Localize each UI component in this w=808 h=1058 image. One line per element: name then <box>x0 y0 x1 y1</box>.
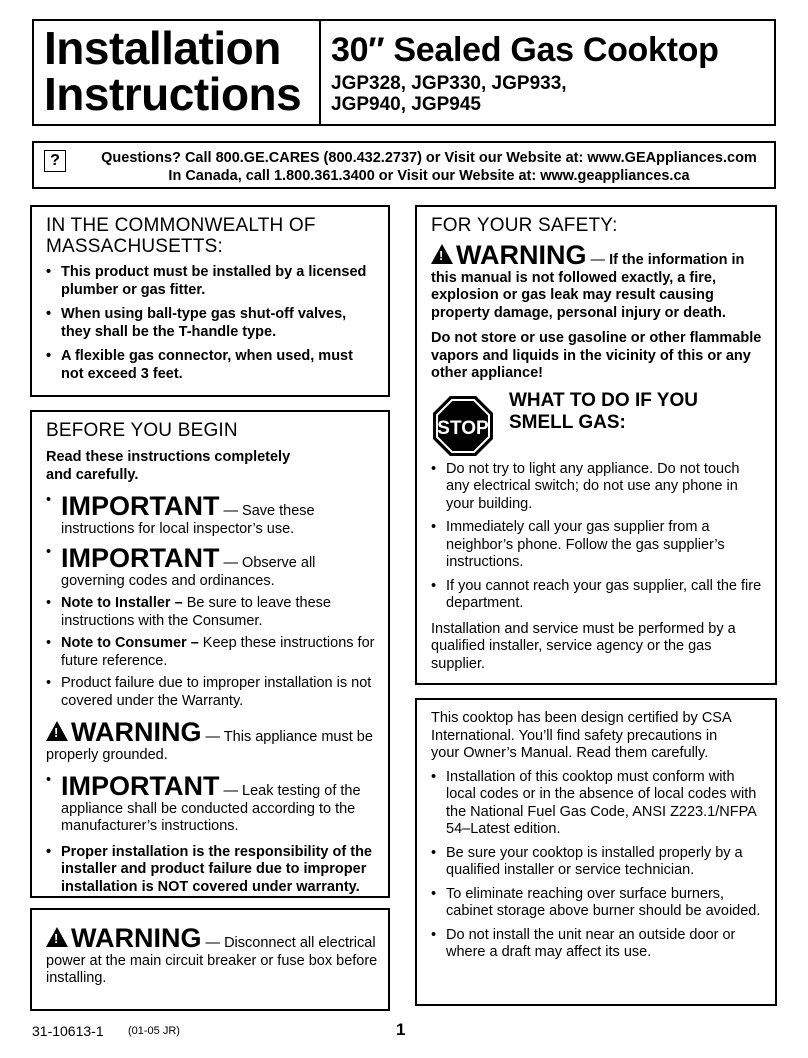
service-text: Installation and service must be performed by a qualified installer, service agency or the gas supplier. <box>431 620 736 672</box>
grounding-warning: !WARNING — This appliance must be properly grounded. <box>46 718 378 764</box>
note-consumer-label: Note to Consumer – <box>61 635 199 651</box>
important-item-1: • IMPORTANT — Save these instructions for local inspector’s use. <box>46 492 378 538</box>
important-item-3: • IMPORTANT — Leak testing of the appliance shall be conducted according to the manufacturer’s instructions. <box>46 772 378 836</box>
list-item: • Do not install the unit near an outside door or where a draft may affect its use. <box>431 927 765 962</box>
stop-sign-icon <box>431 394 495 458</box>
list-item: • Immediately call your gas supplier from a neighbor’s phone. Follow the gas supplier’s instructions. <box>431 519 765 572</box>
csa-box <box>415 698 777 1006</box>
before-you-begin-box <box>30 410 390 898</box>
document-date: (01-05 JR) <box>128 1025 180 1037</box>
before-you-begin-heading: BEFORE YOU BEGIN <box>46 420 238 441</box>
page-number: 1 <box>396 1020 406 1039</box>
question-mark-icon: ? <box>44 150 66 172</box>
warning-label: WARNING <box>71 717 202 747</box>
warning-label: WARNING <box>71 923 202 953</box>
important-label: IMPORTANT <box>61 543 220 573</box>
warranty-item: • Product failure due to improper installation is not covered under the Warranty. <box>46 675 378 710</box>
list-item: • Installation of this cooktop must conform with local codes or in the absence of local codes with the National Fuel Gas Code, ANSI Z223.1/NFPA 54–Latest edition. <box>431 769 765 839</box>
product-block <box>331 21 774 134</box>
contact-line-us: Questions? Call 800.GE.CARES (800.432.2737) or Visit our Website at: www.GEAppliances.com <box>101 150 757 166</box>
storage-warning: Do not store or use gasoline or other flammable vapors and liquids in the vicinity of this or any other appliance! <box>431 330 762 381</box>
contact-box <box>32 141 776 189</box>
important-text: Save these instructions for local inspector’s use. <box>61 503 315 537</box>
list-item: • A flexible gas connector, when used, must not exceed 3 feet. <box>46 348 378 383</box>
before-list <box>46 492 378 710</box>
list-item: • Do not try to light any appliance. Do not touch any electrical switch; do not use any phone in your building. <box>431 461 765 514</box>
smell-gas-heading: WHAT TO DO IF YOU SMELL GAS: <box>509 390 698 433</box>
warning-triangle-icon <box>46 721 68 741</box>
contact-line-canada: In Canada, call 1.800.361.3400 or Visit our Website at: www.geappliances.ca <box>168 168 690 184</box>
csa-intro: This cooktop has been design certified by CSA International. You’ll find safety precautions in your Owner’s Manual. Read them carefully. <box>431 710 731 761</box>
title-line-1: Installation <box>44 22 281 74</box>
list-item: • To eliminate reaching over surface burners, cabinet storage above burner should be avoided. <box>431 886 765 921</box>
important-label: IMPORTANT <box>61 771 220 801</box>
important-item-2: • IMPORTANT — Observe all governing codes and ordinances. <box>46 544 378 590</box>
important-label: IMPORTANT <box>61 491 220 521</box>
contact-text <box>94 149 764 185</box>
smell-gas-list <box>431 461 765 613</box>
massachusetts-heading: IN THE COMMONWEALTH OF MASSACHUSETTS: <box>46 215 316 257</box>
product-title: 30″ Sealed Gas Cooktop <box>331 31 719 69</box>
important-text: Observe all governing codes and ordinances. <box>61 555 316 589</box>
safety-heading: FOR YOUR SAFETY: <box>431 215 618 236</box>
electrical-warning: !WARNING — Disconnect all electrical power at the main circuit breaker or fuse box before installing. <box>46 924 378 988</box>
list-item: • This product must be installed by a licensed plumber or gas fitter. <box>46 264 378 299</box>
csa-list <box>431 769 765 962</box>
note-installer-item: • Note to Installer – Be sure to leave these instructions with the Consumer. <box>46 595 378 630</box>
note-installer-label: Note to Installer – <box>61 595 183 611</box>
stop-label: STOP <box>437 418 489 439</box>
electrical-warning-box <box>30 908 390 1011</box>
warning-triangle-icon <box>431 244 453 264</box>
model-numbers: JGP328, JGP330, JGP933, JGP940, JGP945 <box>331 73 567 115</box>
list-item: • When using ball-type gas shut-off valves, they shall be the T-handle type. <box>46 306 378 341</box>
before-intro: Read these instructions completely and carefully. <box>46 449 291 483</box>
title-box <box>32 19 776 126</box>
list-item: • If you cannot reach your gas supplier, call the fire department. <box>431 578 765 613</box>
proper-installation-item: • Proper installation is the responsibility of the installer and product failure due to improper installation is NOT covered under warranty. <box>46 844 378 897</box>
warning-triangle-icon <box>46 927 68 947</box>
massachusetts-box <box>30 205 390 397</box>
document-code: 31-10613-1 <box>32 1023 104 1039</box>
document-title <box>34 21 321 124</box>
safety-warning: !WARNING — If the information in this manual is not followed exactly, a fire, explosion or gas leak may result causing property damage, personal injury or death. <box>431 241 765 322</box>
list-item: • Be sure your cooktop is installed properly by a qualified installer or service technician. <box>431 845 765 880</box>
massachusetts-list <box>46 264 378 383</box>
title-line-2: Instructions <box>44 68 302 120</box>
note-consumer-item: • Note to Consumer – Keep these instructions for future reference. <box>46 635 378 670</box>
warning-label: WARNING <box>456 240 587 270</box>
safety-box <box>415 205 777 685</box>
